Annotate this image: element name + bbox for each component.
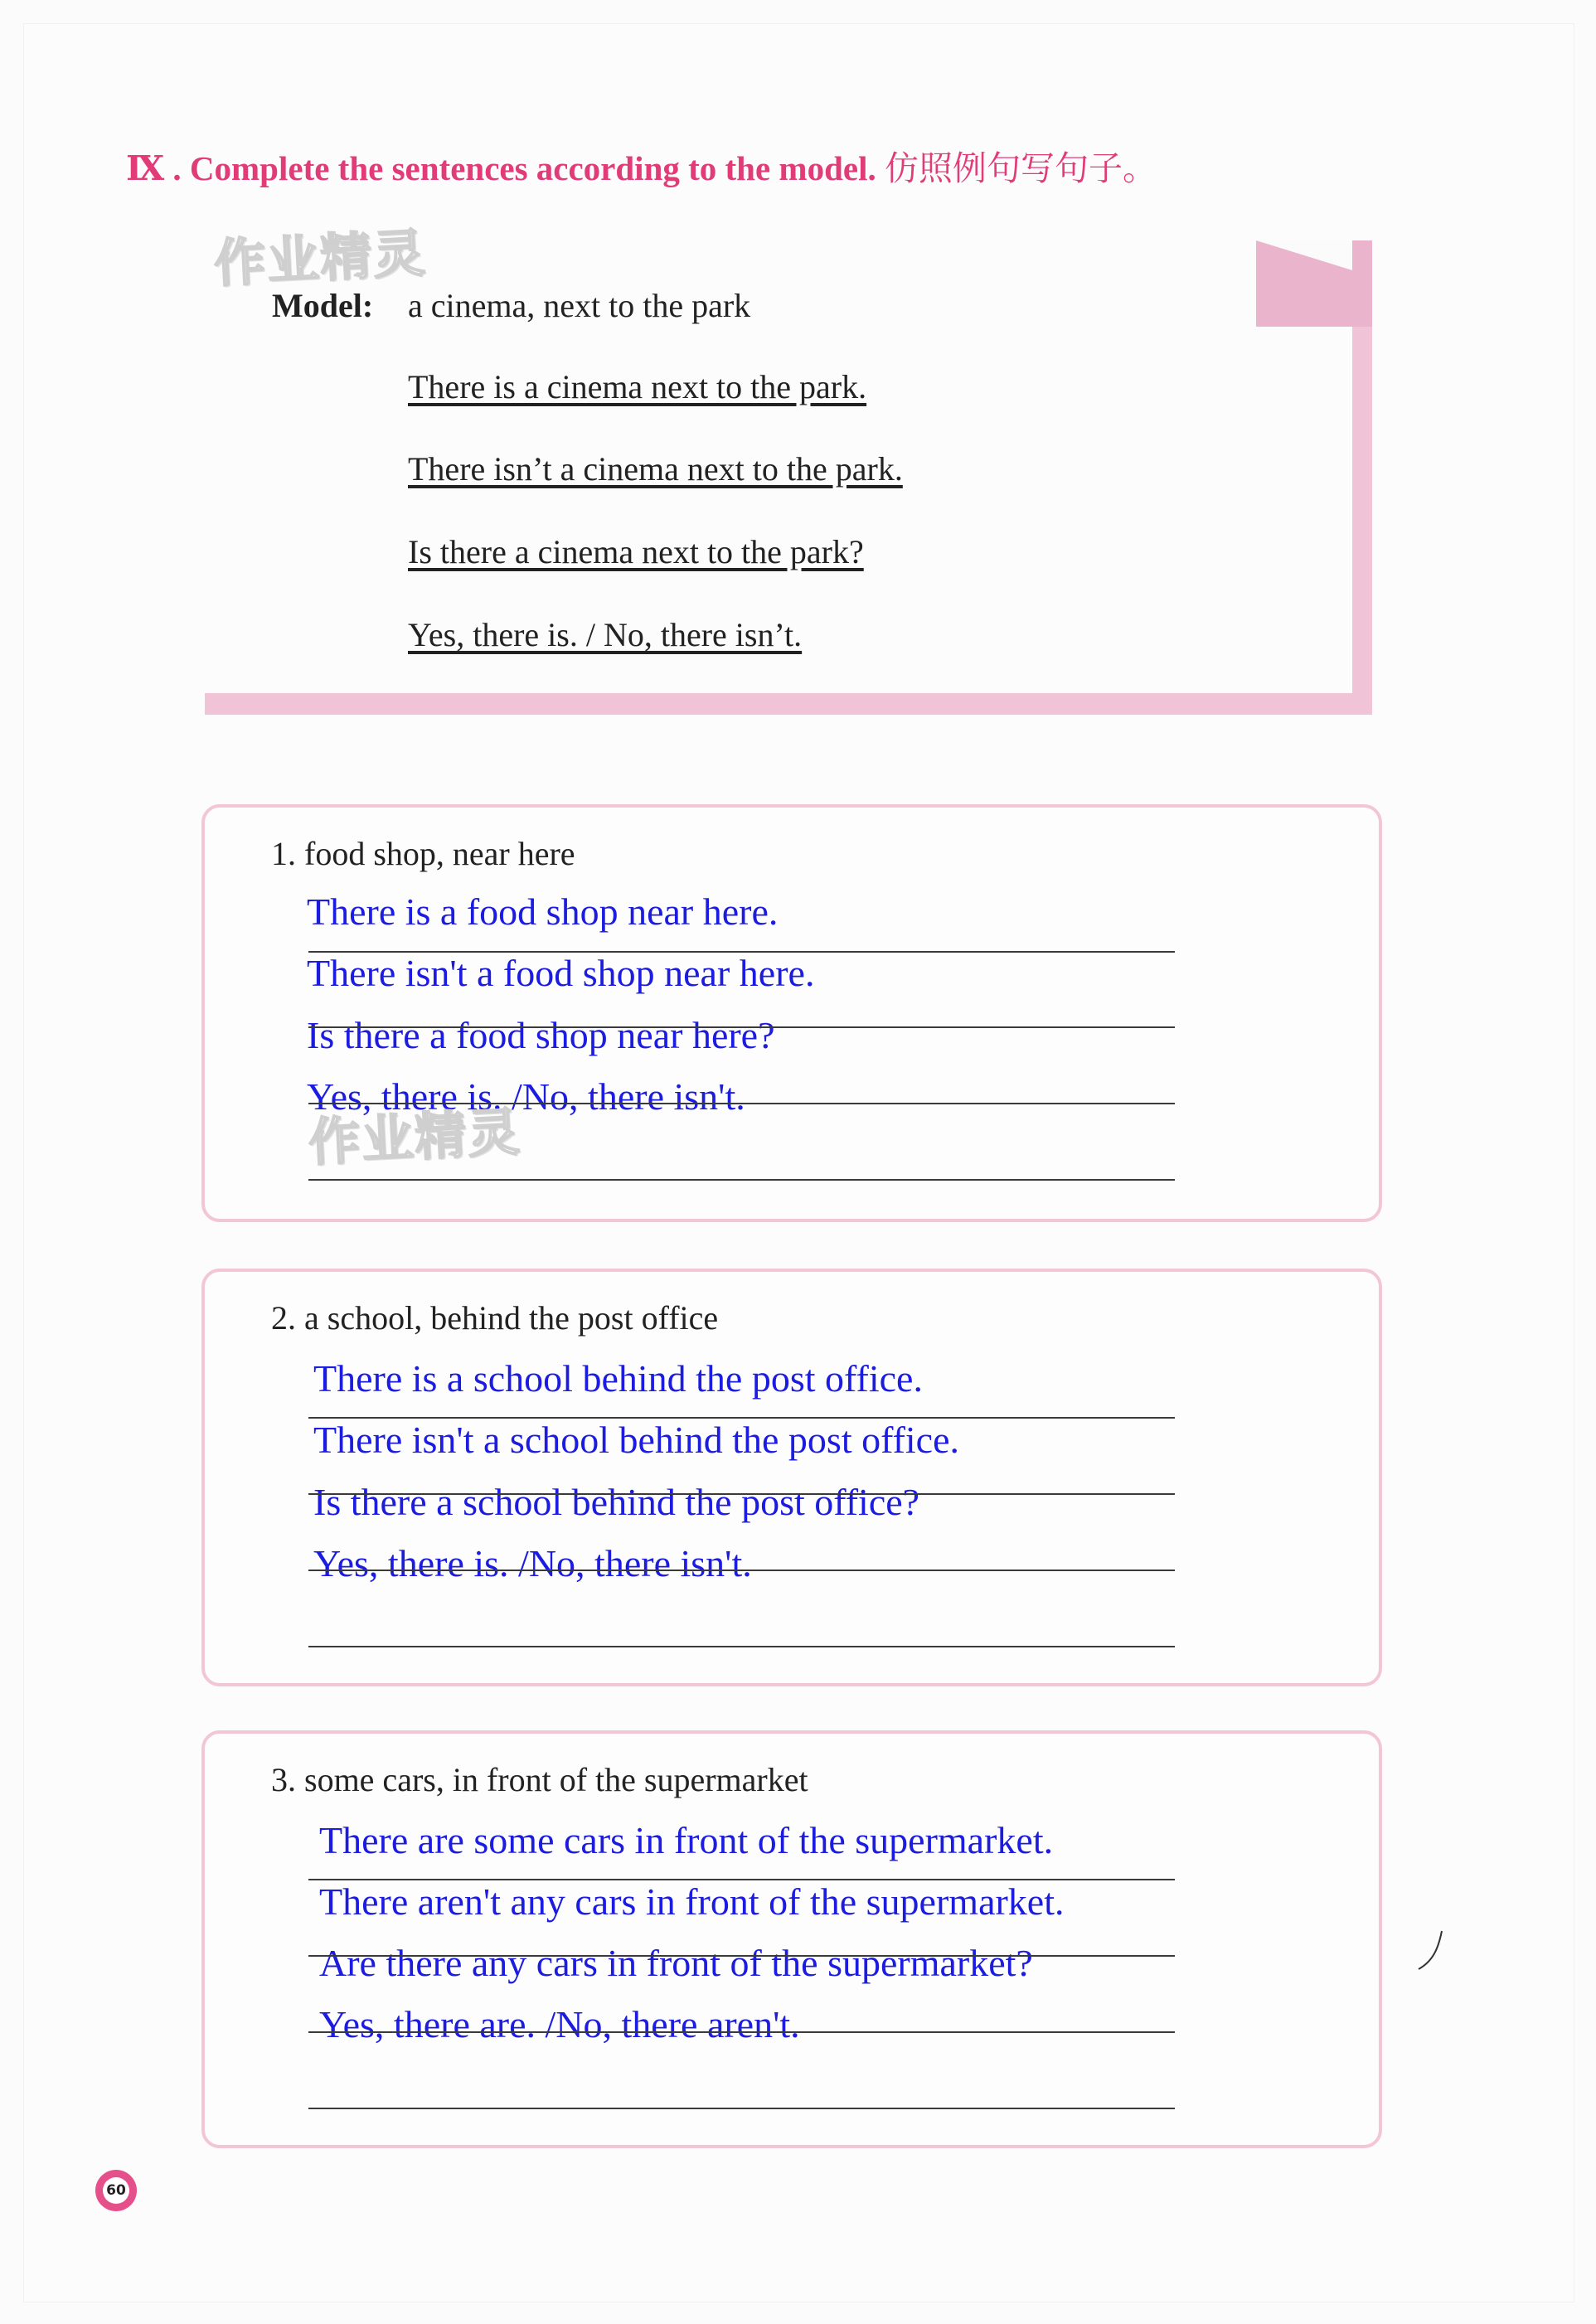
exercise-1-answer-3: Is there a food shop near here? <box>307 1014 775 1056</box>
exercise-3-line-1 <box>308 1879 1175 1880</box>
exercise-2-answer-1: There is a school behind the post office. <box>313 1357 923 1400</box>
model-label: Model: <box>272 287 374 324</box>
exercise-3-answer-3: Are there any cars in front of the supermarket? <box>319 1942 1033 1984</box>
exercise-1-line-4 <box>308 1179 1175 1181</box>
section-heading <box>126 141 1157 190</box>
watermark-top: 作业精灵 <box>212 222 429 294</box>
exercise-2-answer-4: Yes, there is. /No, there isn't. <box>313 1542 752 1584</box>
exercise-3 <box>201 1730 1382 2148</box>
exercise-1-answer-1: There is a food shop near here. <box>307 890 779 933</box>
exercise-1-line-2 <box>308 1026 1175 1028</box>
exercise-1-line-3 <box>308 1103 1175 1104</box>
exercise-1-answer-4: Yes, there is. /No, there isn't. <box>307 1075 745 1118</box>
model-frame-bottom-bar <box>205 693 1372 715</box>
exercise-3-answer-4: Yes, there are. /No, there aren't. <box>319 2003 800 2045</box>
model-line-2: There isn’t a cinema next to the park. <box>408 450 903 488</box>
page-number-badge <box>95 2170 137 2211</box>
model-line-4: Yes, there is. / No, there isn’t. <box>408 616 803 653</box>
exercise-2-prompt: 2. a school, behind the post office <box>271 1299 719 1337</box>
model-line-3: Is there a cinema next to the park? <box>408 533 864 570</box>
exercise-1-prompt: 1. food shop, near here <box>271 835 575 872</box>
exercise-2-line-1 <box>308 1417 1175 1419</box>
model-line-1: There is a cinema next to the park. <box>408 368 867 405</box>
exercise-3-line-4 <box>308 2108 1175 2109</box>
exercise-2-line-4 <box>308 1646 1175 1647</box>
exercise-1-line-1 <box>308 951 1175 953</box>
exercise-2-line-3 <box>308 1570 1175 1571</box>
section-numeral: Ⅸ <box>126 149 165 187</box>
page-number: 60 <box>103 2177 129 2204</box>
exercise-1 <box>201 804 1382 1222</box>
watermark-middle: 作业精灵 <box>307 1101 523 1173</box>
model-frame-corner-fold <box>1256 240 1352 270</box>
section-title: . Complete the sentences according to the model. <box>172 149 876 187</box>
exercise-1-answer-2: There isn't a food shop near here. <box>307 952 815 994</box>
exercise-3-answer-2: There aren't any cars in front of the supermarket. <box>319 1880 1065 1923</box>
exercise-3-prompt: 3. some cars, in front of the supermarket <box>271 1761 808 1798</box>
model-prompt: a cinema, next to the park <box>408 287 751 324</box>
exercise-3-answer-1: There are some cars in front of the supermarket. <box>319 1819 1054 1861</box>
exercise-2-answer-2: There isn't a school behind the post office. <box>313 1419 960 1461</box>
exercise-2 <box>201 1269 1382 1686</box>
section-title-cn: 仿照例句写句子。 <box>884 149 1157 187</box>
exercise-3-line-3 <box>308 2031 1175 2033</box>
pen-mark <box>1414 1928 1447 1977</box>
exercise-2-answer-3: Is there a school behind the post office? <box>313 1481 920 1523</box>
exercise-3-line-2 <box>308 1955 1175 1957</box>
exercise-2-line-2 <box>308 1493 1175 1495</box>
